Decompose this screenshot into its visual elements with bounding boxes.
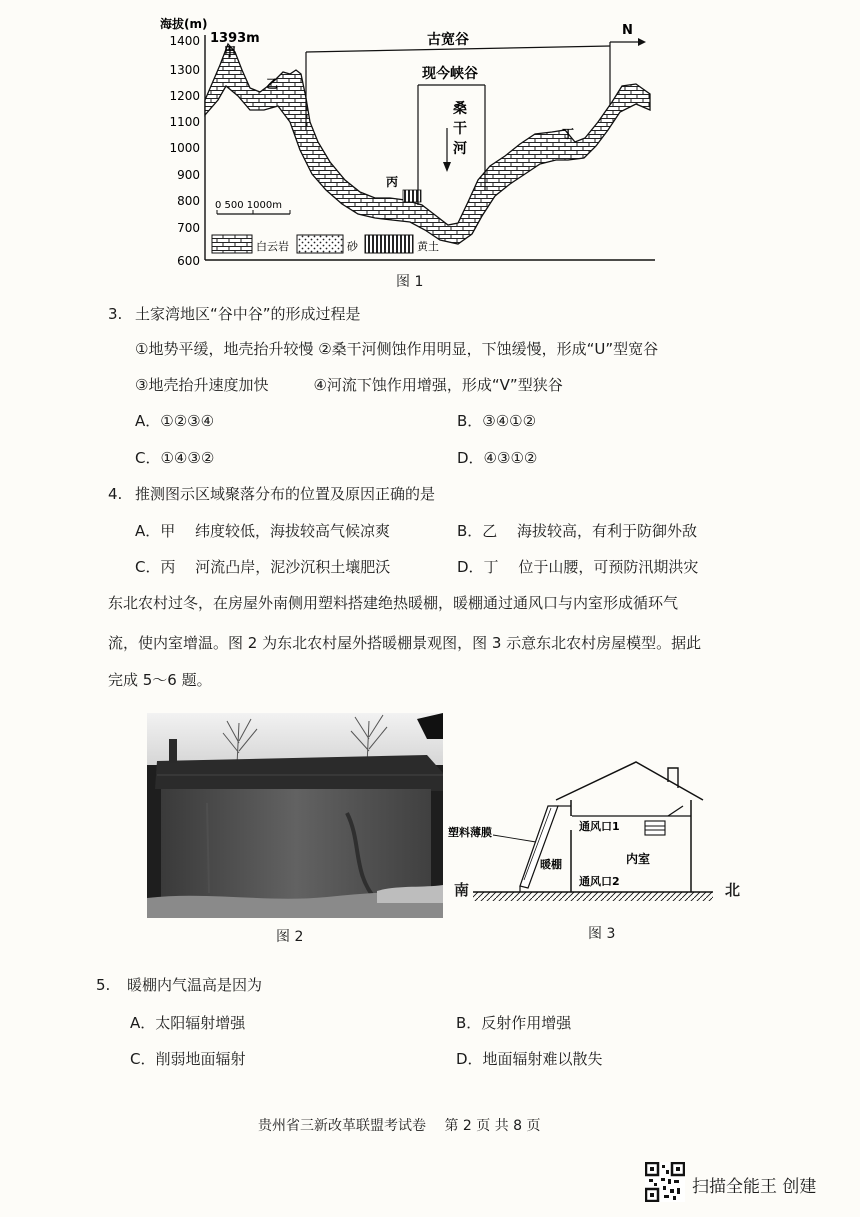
y-tick-label: 600 [177,254,200,268]
y-tick-label: 900 [177,168,200,182]
greenhouse-label: 暖棚 [540,858,562,871]
ancient-valley-label: 古宽谷 [427,32,469,48]
q3-number: 3. [108,305,123,323]
roof [155,755,443,791]
river-char: 河 [453,141,467,157]
legend-label: 白云岩 [256,240,289,253]
q3-stem: 土家湾地区“谷中谷”的形成过程是 [135,305,361,323]
north-label: N [622,23,633,38]
legend-label: 砂 [347,240,358,253]
legend-swatch-loess [365,235,413,253]
q3-option-c[interactable]: C．①④③② [135,449,215,467]
figure-1-profile [160,10,670,272]
y-tick-label: 1000 [169,141,200,155]
north-label-fig3: 北 [725,881,741,899]
y-tick-labels [169,34,200,268]
q4-number: 4. [108,485,123,503]
q4-option-a[interactable]: A．甲 纬度较低，海拔较高气候凉爽 [135,522,391,540]
watermark-text: 扫描全能王 创建 [692,1177,817,1197]
vent-2-label: 通风口2 [579,875,620,888]
q3-statement-2: ③地壳抬升速度加快 ④河流下蚀作用增强，形成“V”型狭谷 [135,376,563,394]
passage-line-2: 流，使内室增温。图 2 为东北农村屋外搭暖棚景观图，图 3 示意东北农村房屋模型。据此 [108,634,702,652]
y-tick-label: 1400 [169,34,200,48]
chimney-icon [169,739,177,763]
south-label: 南 [454,881,470,899]
legend-label: 黄土 [417,240,439,253]
room-label: 内室 [626,852,651,866]
river-char: 干 [453,121,467,137]
y-tick-label: 800 [177,194,200,208]
figure-1-caption: 图 1 [396,274,424,290]
label-jia: 甲 [224,45,237,59]
q4-option-c[interactable]: C．丙 河流凸岸，泥沙沉积土壤肥沃 [135,558,391,576]
q5-stem: 暖棚内气温高是因为 [127,976,263,994]
ground-hatch [473,892,713,901]
q3-option-a[interactable]: A．①②③④ [135,412,215,430]
label-ding: 丁 [562,127,575,141]
modern-gorge-label: 现今峡谷 [422,66,478,82]
window-icon [645,821,665,835]
figure-3-caption: 图 3 [588,926,616,942]
q3-option-b[interactable]: B．③④①② [457,412,537,430]
greenhouse-wall [161,789,431,901]
q3-statement-1: ①地势平缓，地壳抬升较慢 ②桑干河侧蚀作用明显，下蚀缓慢，形成“U”型宽谷 [135,340,659,358]
q5-option-b[interactable]: B．反射作用增强 [456,1014,572,1032]
y-axis-title: 海拔(m) [160,17,208,31]
label-bing: 丙 [386,175,399,189]
q3-option-d[interactable]: D．④③①② [457,449,538,467]
q5-number: 5. [96,976,111,994]
q5-option-a[interactable]: A．太阳辐射增强 [130,1014,246,1032]
film-label: 塑料薄膜 [448,826,492,839]
legend-swatch-dolomite [212,235,252,253]
q4-option-b[interactable]: B．乙 海拔较高，有利于防御外敌 [457,522,698,540]
scale-label: 0 500 1000m [215,200,282,211]
y-tick-label: 1100 [169,115,200,129]
q5-option-d[interactable]: D．地面辐射难以散失 [456,1050,603,1068]
vent-1-label: 通风口1 [579,820,620,833]
peak-label: 1393m [210,31,260,46]
page-footer: 贵州省三新改革联盟考试卷 第 2 页 共 8 页 [258,1118,541,1134]
y-tick-label: 1200 [169,89,200,103]
passage-line-3: 完成 5～6 题。 [108,671,212,689]
q4-stem: 推测图示区域聚落分布的位置及原因正确的是 [135,485,436,503]
figure-3-house-model [448,760,748,910]
figure-2-caption: 图 2 [276,929,304,945]
label-yi: 乙 [266,77,279,91]
legend [212,235,439,253]
figure-2-photo [147,713,443,918]
river-char: 桑 [453,101,467,117]
legend-swatch-sand [297,235,343,253]
q4-option-d[interactable]: D．丁 位于山腰，可预防汛期洪灾 [457,558,699,576]
passage-line-1: 东北农村过冬，在房屋外南侧用塑料搭建绝热暖棚，暖棚通过通风口与内室形成循环气 [108,594,679,612]
river-label [453,100,467,157]
qr-code-icon [645,1162,685,1202]
q5-option-c[interactable]: C．削弱地面辐射 [130,1050,246,1068]
house-roof [556,762,703,800]
y-tick-label: 1300 [169,63,200,77]
y-tick-label: 700 [177,221,200,235]
